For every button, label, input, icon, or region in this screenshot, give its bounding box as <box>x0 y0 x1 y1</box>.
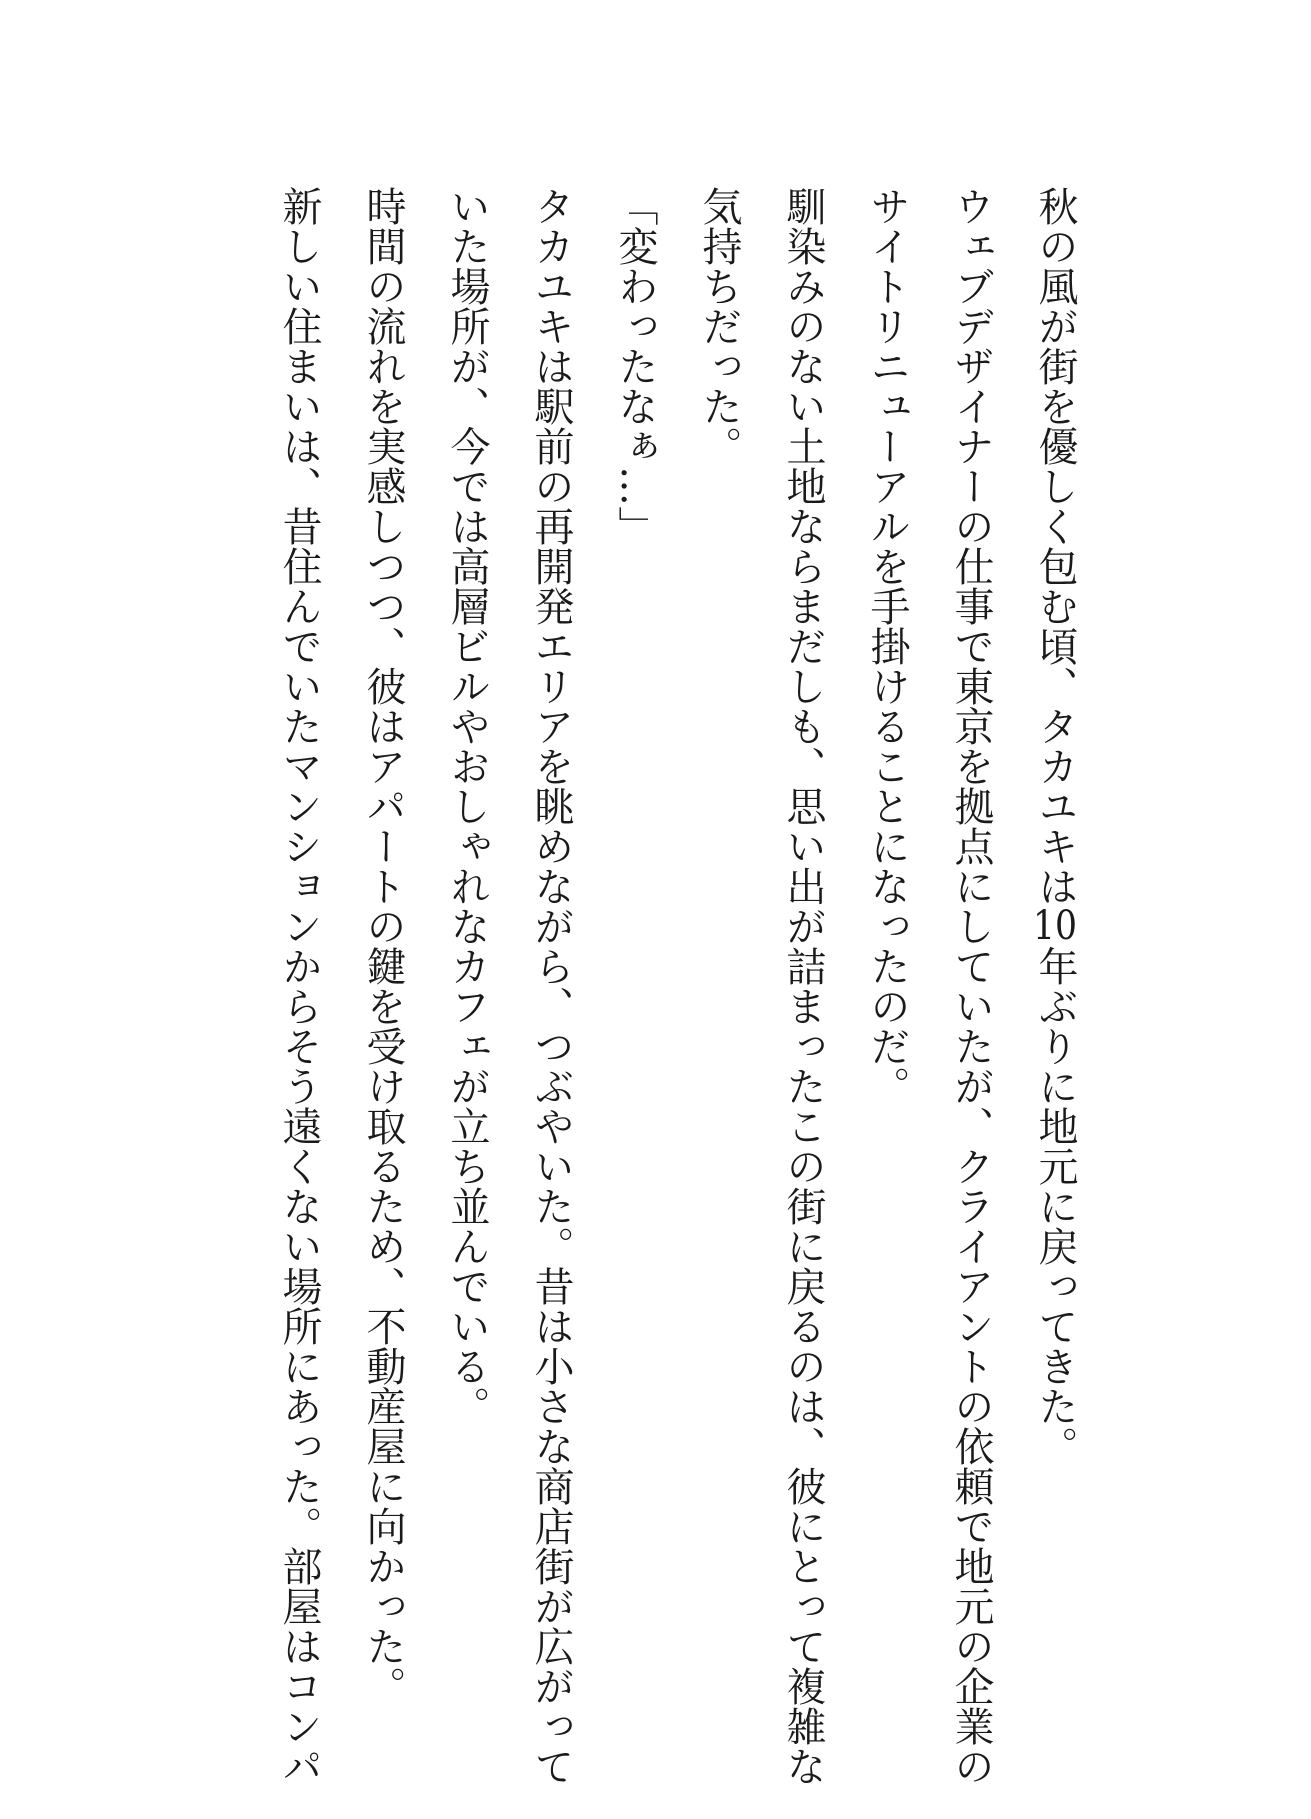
text-line-12: 新しい住まいは、昔住んでいたマンションからそう遠くない場所にあった。部屋はコンパ <box>276 186 322 1786</box>
text-line-1: 秋の風が街を優しく包む頃、タカユキは10年ぶりに地元に戻ってきた。 <box>1032 186 1078 1466</box>
dialogue-line: 「変わったなぁ…」 <box>612 186 658 546</box>
vertical-text-body <box>257 186 1097 1786</box>
text-line-3: サイトリニューアルを手掛けることになったのだ。 <box>864 186 910 1106</box>
text-line-9: タカユキは駅前の再開発エリアを眺めながら、つぶやいた。昔は小さな商店街が広がって <box>528 186 574 1786</box>
text-line-4: 馴染みのない土地ならまだしも、思い出が詰まったこの街に戻るのは、彼にとって複雑な <box>780 186 826 1786</box>
text-line-2: ウェブデザイナーの仕事で東京を拠点にしていたが、クライアントの依頼で地元の企業の <box>948 186 994 1786</box>
text-line-10: いた場所が、今では高層ビルやおしゃれなカフェが立ち並んでいる。 <box>444 186 490 1426</box>
text-line-11: 時間の流れを実感しつつ、彼はアパートの鍵を受け取るため、不動産屋に向かった。 <box>360 186 406 1706</box>
text-line-5: 気持ちだった。 <box>696 186 742 466</box>
